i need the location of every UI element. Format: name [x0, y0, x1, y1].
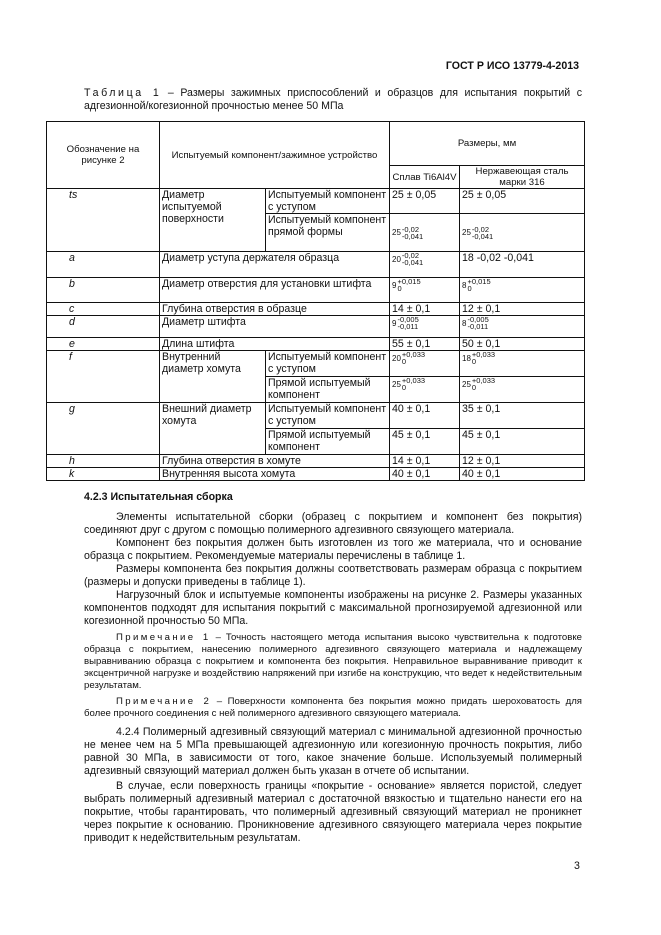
cell-alloy: 40 ± 0,1 — [390, 468, 460, 481]
cell-steel: 35 ± 0,1 — [460, 403, 585, 429]
table-caption-text: – Размеры зажимных приспособлений и образцов для испытания покрытий с адгезионной/когезионной прочностью менее 50 МПа — [84, 87, 582, 112]
page-number: 3 — [574, 860, 580, 872]
cell-symbol: ts — [47, 189, 160, 252]
cell-alloy: 40 ± 0,1 — [390, 403, 460, 429]
cell-symbol: a — [47, 252, 160, 278]
note-2: Примечание 2 – Поверхности компонента без покрытия можно придать шероховатость для более прочного соединения с ней полимерного адгезивного связующего материала. — [84, 696, 582, 719]
cell-subcomponent: Испытуемый компонент с уступом — [266, 189, 390, 214]
cell-symbol: c — [47, 303, 160, 316]
cell-description: Внутренняя высота хомута — [160, 468, 390, 481]
tolerance-value: 8 -0,005 -0,011 — [462, 315, 489, 331]
cell-alloy — [390, 351, 460, 377]
cell-subcomponent: Прямой испытуемый компонент — [266, 377, 390, 403]
cell-description: Глубина отверстия в хомуте — [160, 455, 390, 468]
tolerance-value: 20 -0,02 -0,041 — [392, 251, 424, 267]
cell-alloy — [390, 278, 460, 303]
table-row — [47, 278, 585, 303]
cell-steel: 18 -0,02 -0,041 — [460, 252, 585, 278]
cell-steel — [460, 351, 585, 377]
cell-steel — [460, 316, 585, 338]
paragraph: Нагрузочный блок и испытуемые компоненты изображены на рисунке 2. Размеры указанных компонентов подходят для испытания покрытий с максимальной прогнозируемой адгезионной или когезионной прочностью 50 МПа. — [84, 589, 582, 627]
table-row — [47, 189, 585, 214]
cell-alloy — [390, 377, 460, 403]
cell-alloy: 25 ± 0,05 — [390, 189, 460, 214]
cell-subcomponent: Испытуемый компонент с уступом — [266, 351, 390, 377]
document-header: ГОСТ Р ИСО 13779-4-2013 — [445, 60, 579, 72]
cell-alloy — [390, 252, 460, 278]
table-row — [47, 403, 585, 429]
cell-description: Внешний диаметр хомута — [160, 403, 266, 455]
table-row — [47, 252, 585, 278]
tolerance-value: 18 +0,033 0 — [462, 350, 496, 366]
paragraph: 4.2.4 Полимерный адгезивный связующий материал с минимальной адгезионной прочностью не менее чем на 5 МПа превышающей адгезионную или когезионную прочность покрытия, либо равной 30 МПа, в зависимости от того, какое значение больше. Используемый полимерный адгезивный связующий материал должен быть указан в отчете об испытании. — [84, 726, 582, 777]
cell-steel — [460, 377, 585, 403]
tolerance-value: 9 +0,015 0 — [392, 277, 421, 293]
cell-symbol: k — [47, 468, 160, 481]
cell-symbol: h — [47, 455, 160, 468]
cell-description: Диаметр штифта — [160, 316, 390, 338]
paragraph: В случае, если поверхность границы «покрытие - основание» является пористой, следует выбрать полимерный адгезивный материал с достаточной вязкостью и тщательно нанести его на покрытие, чтобы гарантировать, что полимерный адгезивный связующий материал не проникнет через покрытие к основанию. Проникновение адгезивного связующего материала через покрытие приводит к недействительным результатам. — [84, 780, 582, 844]
table-row — [47, 468, 585, 481]
tolerance-value: 25 -0,02 -0,041 — [392, 224, 424, 241]
cell-alloy: 14 ± 0,1 — [390, 455, 460, 468]
cell-description: Глубина отверстия в образце — [160, 303, 390, 316]
cell-alloy — [390, 316, 460, 338]
cell-description: Внутренний диаметр хомута — [160, 351, 266, 403]
header-component: Испытуемый компонент/зажимное устройство — [160, 122, 390, 189]
tolerance-value: 25 -0,02 -0,041 — [462, 224, 494, 241]
header-designation: Обозначение на рисунке 2 — [47, 122, 160, 189]
cell-description: Длина штифта — [160, 338, 390, 351]
cell-description: Диаметр отверстия для установки штифта — [160, 278, 390, 303]
tolerance-value: 8 +0,015 0 — [462, 277, 491, 293]
cell-steel: 40 ± 0,1 — [460, 468, 585, 481]
tolerance-value: 25 +0,033 0 — [462, 376, 496, 392]
cell-alloy — [390, 214, 460, 252]
tolerance-value: 25 +0,033 0 — [392, 376, 426, 392]
cell-steel: 25 ± 0,05 — [460, 189, 585, 214]
cell-subcomponent: Прямой испытуемый компонент — [266, 429, 390, 455]
tolerance-value: 20 +0,033 0 — [392, 350, 426, 366]
table-row — [47, 316, 585, 338]
cell-alloy: 45 ± 0,1 — [390, 429, 460, 455]
paragraph: Элементы испытательной сборки (образец с покрытием и компонент без покрытия) соединяют друг с другом с помощью полимерного адгезивного связующего материала. — [84, 511, 582, 536]
cell-steel — [460, 278, 585, 303]
cell-symbol: b — [47, 278, 160, 303]
note-1: Примечание 1 – Точность настоящего метода испытания высоко чувствительна к подготовке образца с покрытием, нанесению полимерного адгезивного связующего материала и надлежащему выравниванию образца с покрытием и компонента без покрытия. Неправильное выравнивание приводит к эксцентричной нагрузке и воздействию напряжений при изгибе на конструкцию, что ведет к недействительным результатам. — [84, 632, 582, 691]
table-row — [47, 351, 585, 377]
cell-symbol: d — [47, 316, 160, 338]
table-row — [47, 338, 585, 351]
cell-symbol: e — [47, 338, 160, 351]
table-row — [47, 303, 585, 316]
cell-symbol: g — [47, 403, 160, 455]
header-dimensions: Размеры, мм — [390, 122, 585, 166]
paragraph: Компонент без покрытия должен быть изготовлен из того же материала, что и основание образца с покрытием. Рекомендуемые материалы перечислены в таблице 1. — [84, 537, 582, 562]
table-caption — [84, 87, 582, 113]
section-title: 4.2.3 Испытательная сборка — [84, 491, 233, 503]
cell-subcomponent: Испытуемый компонент с уступом — [266, 403, 390, 429]
cell-steel: 12 ± 0,1 — [460, 455, 585, 468]
dimensions-table — [46, 121, 585, 481]
header-steel: Нержавеющая сталь марки 316 — [460, 166, 585, 189]
header-alloy: Сплав Ti6Al4V — [390, 166, 460, 189]
cell-steel — [460, 214, 585, 252]
cell-description: Диаметр испытуемой поверхности — [160, 189, 266, 252]
cell-subcomponent: Испытуемый компонент прямой формы — [266, 214, 390, 252]
tolerance-value: 9 -0,005 -0,011 — [392, 315, 419, 331]
cell-steel: 45 ± 0,1 — [460, 429, 585, 455]
cell-description: Диаметр уступа держателя образца — [160, 252, 390, 278]
cell-steel: 50 ± 0,1 — [460, 338, 585, 351]
cell-steel: 12 ± 0,1 — [460, 303, 585, 316]
cell-alloy: 14 ± 0,1 — [390, 303, 460, 316]
table-header-row — [47, 122, 585, 166]
paragraph: Размеры компонента без покрытия должны соответствовать размерам образца с покрытием (размеры и допуски приведены в таблице 1). — [84, 563, 582, 588]
cell-alloy: 55 ± 0,1 — [390, 338, 460, 351]
table-row — [47, 455, 585, 468]
cell-symbol: f — [47, 351, 160, 403]
table-caption-label: Таблица 1 — [84, 87, 162, 99]
